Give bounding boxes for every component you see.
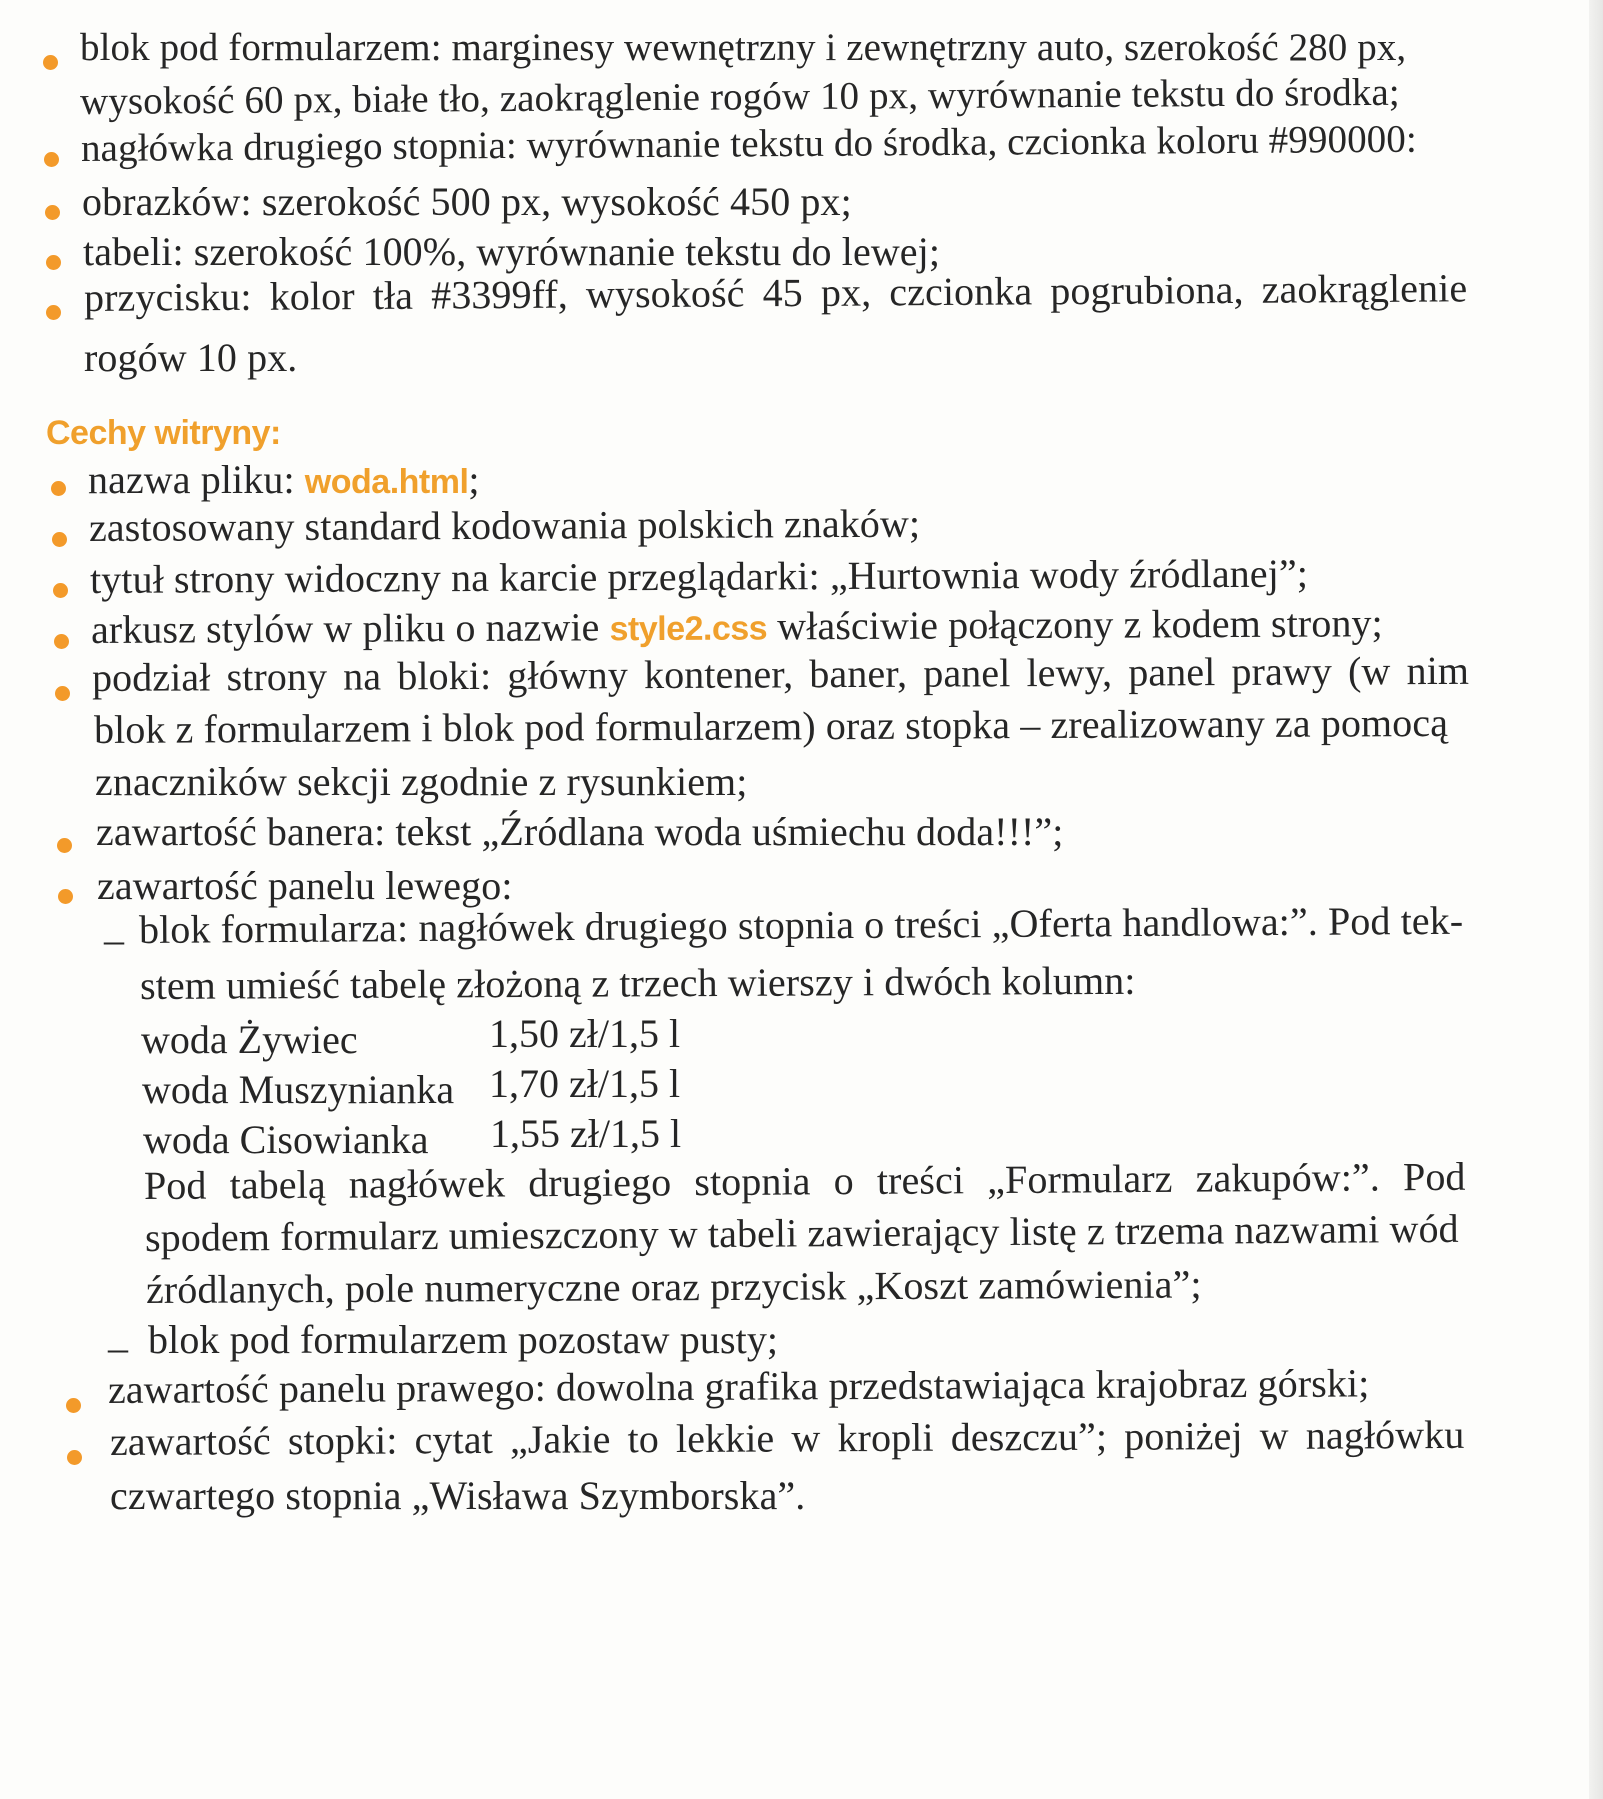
filename-value: woda.html [304,463,469,501]
bullet-icon [66,1398,81,1413]
price-table-price: 1,55 zł/1,5 l [490,1111,682,1156]
feature-right-panel: zawartość panelu prawego: dowolna grafika przedstawiająca krajobraz górski; [107,1360,1370,1412]
bullet-icon [58,889,73,904]
style-item-line: obrazków: szerokość 500 px, wysokość 450 px; [82,179,852,224]
dash-icon: – [108,1325,128,1370]
bullet-icon [45,205,60,220]
section-title: Cechy witryny: [46,414,281,452]
feature-page-title: tytuł strony widoczny na karcie przeglądarki: „Hurtownia wody źródlanej”; [89,550,1309,602]
feature-banner: zawartość banera: tekst „Źródlana woda uśmiechu doda!!!”; [96,809,1064,854]
stylesheet-value: style2.css [609,609,768,649]
style-item-line: blok pod formularzem: marginesy wewnętrzny i zewnętrzny auto, szerokość 280 px, [80,26,1407,69]
bullet-icon [57,838,72,853]
price-table-name: woda Muszynianka [142,1067,455,1112]
after-table-line: spodem formularz umieszczony w tabeli zawierający listę z trzema nazwami wód [144,1205,1459,1260]
page-edge-shadow [1589,0,1603,1799]
dash-icon: – [104,917,124,962]
bullet-icon [67,1450,82,1465]
stylesheet-label: arkusz stylów w pliku o nazwie [90,604,610,652]
style-item-line: tabeli: szerokość 100%, wyrównanie tekstu do lewej; [83,229,941,274]
price-table-name: woda Żywiec [141,1017,358,1062]
filename-suffix: ; [468,457,480,502]
bullet-icon [52,532,67,547]
bullet-icon [55,686,70,701]
bullet-icon [44,152,59,167]
feature-footer-line: zawartość stopki: cytat „Jakie to lekkie w kropli deszczu”; poniżej w nagłówku [109,1411,1465,1464]
feature-layout-line: blok z formularzem i blok pod formularzem) oraz stopka – zrealizowany za pomocą [93,699,1449,752]
price-table-price: 1,50 zł/1,5 l [489,1011,681,1056]
feature-filename [88,456,480,506]
feature-layout-line: znaczników sekcji zgodnie z rysunkiem; [95,759,748,804]
bullet-icon [53,583,68,598]
form-block-line: blok formularza: nagłówek drugiego stopnia o treści „Oferta handlowa:”. Pod tek- [138,897,1464,952]
after-table-line: źródlanych, pole numeryczne oraz przycisk „Koszt zamówienia”; [145,1261,1202,1312]
price-table-name: woda Cisowianka [143,1117,429,1162]
style-item-line: rogów 10 px. [84,335,298,380]
feature-left-panel-label: zawartość panelu lewego: [97,863,513,908]
feature-footer-line: czwartego stopnia „Wisława Szymborska”. [110,1473,806,1518]
bullet-icon [51,481,66,496]
bullet-icon [46,305,61,320]
stylesheet-suffix: właściwie połączony z kodem strony; [767,600,1383,649]
form-block-line: stem umieść tabelę złożoną z trzech wierszy i dwóch kolumn: [139,957,1136,1008]
below-form-text: blok pod formularzem pozostaw pusty; [148,1317,779,1362]
filename-label: nazwa pliku: [88,457,305,502]
price-table-price: 1,70 zł/1,5 l [489,1061,681,1106]
feature-encoding: zastosowany standard kodowania polskich znaków; [88,500,921,550]
feature-layout-line: podział strony na bloki: główny kontener, baner, panel lewy, panel prawy (w nim [91,647,1470,700]
bullet-icon [43,55,58,70]
bullet-icon [46,255,61,270]
style-item-line: nagłówka drugiego stopnia: wyrównanie tekstu do środka, czcionka koloru #990000: [80,117,1418,170]
style-item-line: wysokość 60 px, białe tło, zaokrąglenie rogów 10 px, wyrównanie tekstu do środka; [79,70,1400,123]
bullet-icon [54,634,69,649]
style-item-line: przycisku: kolor tła #3399ff, wysokość 45 px, czcionka pogrubiona, zaokrąglenie [83,265,1468,320]
after-table-line: Pod tabelą nagłówek drugiego stopnia o treści „Formularz zakupów:”. Pod [143,1153,1466,1208]
